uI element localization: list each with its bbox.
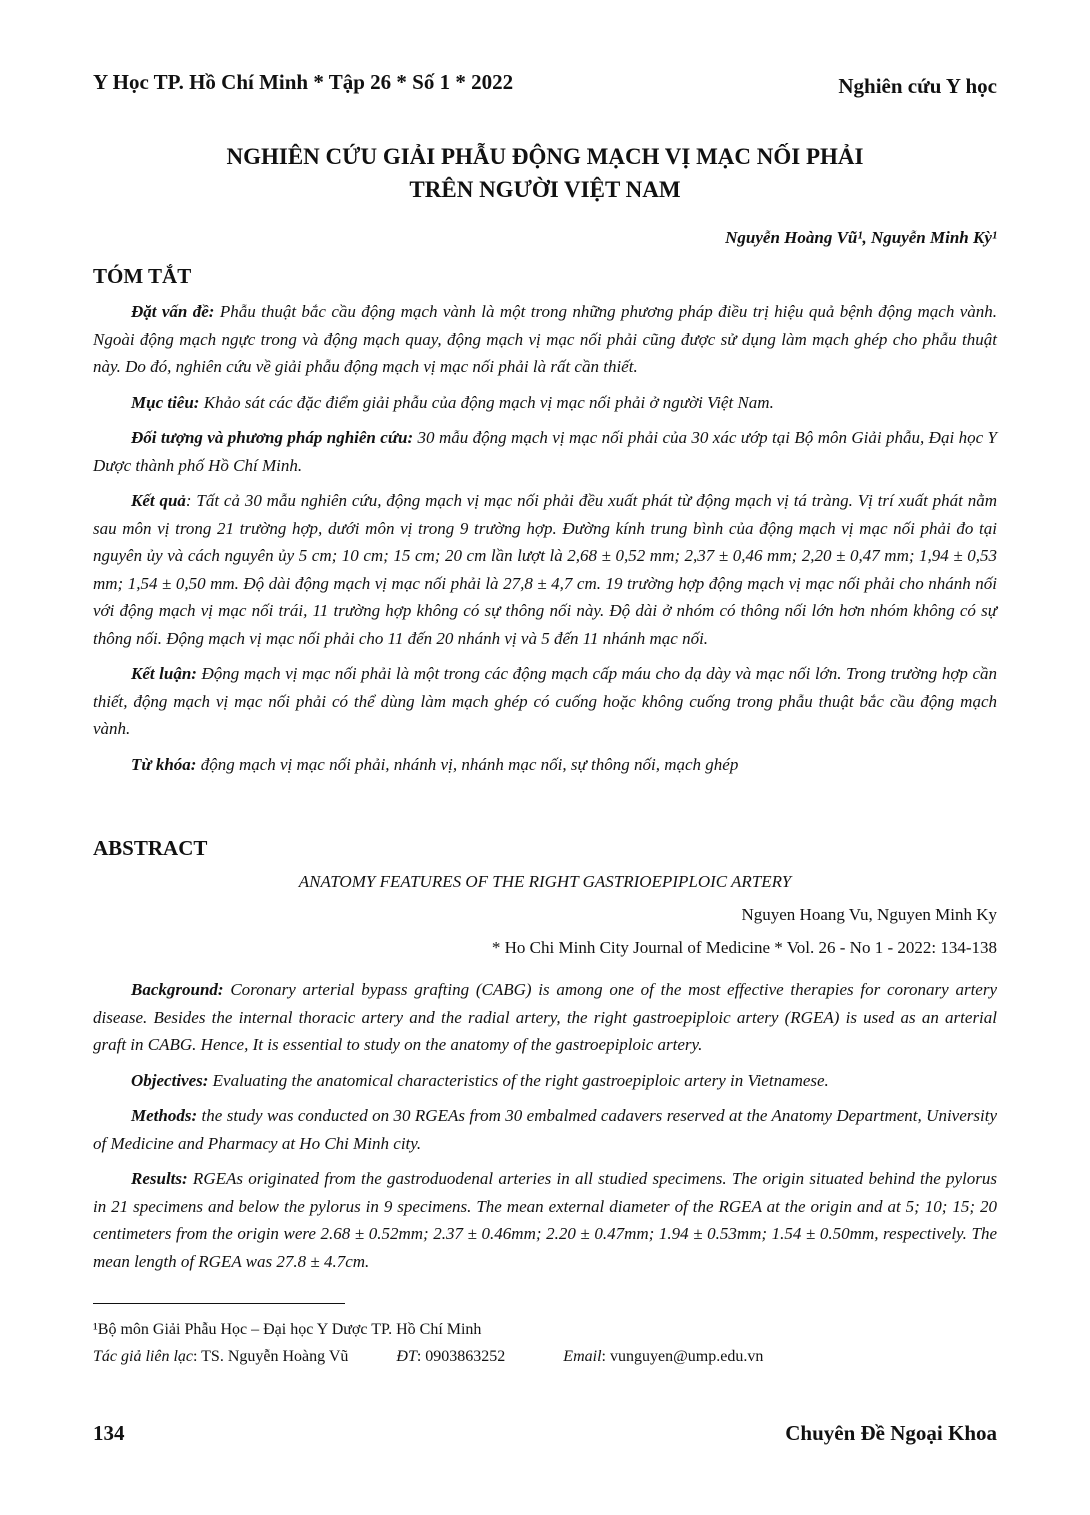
para-text: the study was conducted on 30 RGEAs from 30 embalmed cadavers reserved at the Anatomy Department, University of Medicine and Pharmacy at Ho Chi Minh city. xyxy=(93,1106,997,1153)
para-label: Từ khóa: xyxy=(131,754,197,774)
para-label: Background: xyxy=(131,980,224,999)
summary-heading: TÓM TẮT xyxy=(93,264,192,288)
footnote-affiliation: ¹Bộ môn Giải Phẫu Học – Đại học Y Dược TP. Hồ Chí Minh xyxy=(93,1321,482,1338)
para-label: Objectives: xyxy=(131,1070,209,1090)
phone-number: : 0903863252 xyxy=(416,1348,506,1365)
authors-vietnamese: Nguyễn Hoàng Vũ¹, Nguyễn Minh Kỳ¹ xyxy=(725,228,997,247)
para-text: động mạch vị mạc nối phải, nhánh vị, nhánh mạc nối, sự thông nối, mạch ghép xyxy=(196,754,739,774)
footnote-contact xyxy=(93,1348,763,1366)
section-header: Nghiên cứu Y học xyxy=(838,74,997,98)
abstract-title: ANATOMY FEATURES OF THE RIGHT GASTRIOEPIPLOIC ARTERY xyxy=(298,872,792,891)
para-text: RGEAs originated from the gastroduodenal arteries in all studied specimens. The origin situated behind the pylorus in 21 specimens and below the pylorus in 9 specimens. The mean external diameter of the RGEA at the origin and at 5; 10; 15; 20 centimeters from the origin were 2.68 ± 0.52mm; 2.37 ± 0.46mm; 2.20 ± 0.47mm; 1.94 ± 0.53mm; 1.54 ± 0.50mm, respectively. The mean length of RGEA was 27.8 ± 4.7cm. xyxy=(93,1169,997,1271)
summary-paragraph xyxy=(93,298,997,381)
abstract-paragraph xyxy=(93,976,997,1059)
para-label: Kết luận: xyxy=(131,664,197,683)
contact-label: Tác giả liên lạc xyxy=(93,1348,193,1365)
abstract-body xyxy=(93,976,997,1283)
citation: * Ho Chi Minh City Journal of Medicine * Vol. 26 - No 1 - 2022: 134-138 xyxy=(491,938,997,957)
para-label: Results: xyxy=(131,1169,188,1188)
para-text: Evaluating the anatomical characteristics of the right gastroepiploic artery in Vietnamese. xyxy=(208,1070,829,1090)
abstract-paragraph xyxy=(93,1165,997,1275)
para-text: Coronary arterial bypass grafting (CABG) is among one of the most effective therapies for coronary artery disease. Besides the internal thoracic artery and the radial artery, the right gastroepiploic artery (RGEA) is used as an arterial graft in CABG. Hence, It is essential to study on the anatomy of the gastroepiploic artery. xyxy=(93,980,997,1054)
para-text: : Tất cả 30 mẫu nghiên cứu, động mạch vị mạc nối phải đều xuất phát từ động mạch vị tá tràng. Vị trí xuất phát nằm sau môn vị trong 21 trường hợp, dưới môn vị trong 9 trường hợp. Đường kính trung bình của động mạch vị mạc nối phải đo tại nguyên ủy và cách nguyên ủy 5 cm; 10 cm; 15 cm; 20 cm lần lượt là 2,68 ± 0,52 mm; 2,37 ± 0,46 mm; 2,20 ± 0,47 mm; 1,94 ± 0,53 mm; 1,54 ± 0,50 mm. Độ dài động mạch vị mạc nối phải là 27,8 ± 4,7 cm. 19 trường hợp động mạch vị mạc nối phải cho nhánh nối với động mạch vị mạc nối trái, 11 trường hợp không có sự thông nối này. Độ dài ở nhóm có thông nối lớn hơn nhóm không có sự thông nối. Động mạch vị mạc nối phải cho 11 đến 20 nhánh vị và 5 đến 11 nhánh mạc nối. xyxy=(93,491,997,648)
summary-paragraph xyxy=(93,751,997,779)
phone-label: ĐT xyxy=(396,1348,417,1365)
title-line: TRÊN NGƯỜI VIỆT NAM xyxy=(409,177,681,202)
summary-paragraph xyxy=(93,487,997,652)
para-label: Methods: xyxy=(131,1106,198,1125)
para-label: Kết quả xyxy=(131,491,186,510)
summary-paragraph xyxy=(93,424,997,479)
para-label: Đặt vấn đề: xyxy=(131,302,215,321)
para-text: 30 mẫu động mạch vị mạc nối phải của 30 xác ướp tại Bộ môn Giải phẫu, Đại học Y Dược thành phố Hồ Chí Minh. xyxy=(93,428,997,475)
email-label: Email xyxy=(563,1348,602,1365)
footer-section: Chuyên Đề Ngoại Khoa xyxy=(785,1421,997,1445)
page-number: 134 xyxy=(93,1421,125,1445)
para-text: Động mạch vị mạc nối phải là một trong các động mạch cấp máu cho dạ dày và mạc nối lớn. Trong trường hợp cần thiết, động mạch vị mạc nối phải có thể dùng làm mạch ghép có cuống hoặc không cuống trong phẫu thuật bắc cầu động mạch vành. xyxy=(93,664,997,738)
journal-header: Y Học TP. Hồ Chí Minh * Tập 26 * Số 1 * 2022 xyxy=(93,70,514,94)
abstract-authors: Nguyen Hoang Vu, Nguyen Minh Ky xyxy=(741,905,997,924)
email-address: : vunguyen@ump.edu.vn xyxy=(601,1348,764,1365)
para-label: Mục tiêu: xyxy=(131,392,200,412)
summary-paragraph xyxy=(93,660,997,743)
abstract-paragraph xyxy=(93,1067,997,1095)
contact-name: : TS. Nguyễn Hoàng Vũ xyxy=(192,1348,349,1365)
para-label: Đối tượng và phương pháp nghiên cứu: xyxy=(131,428,414,447)
abstract-heading: ABSTRACT xyxy=(93,836,208,860)
summary-paragraph xyxy=(93,389,997,417)
footnote-divider xyxy=(93,1303,345,1304)
para-text: Phẫu thuật bắc cầu động mạch vành là một trong những phương pháp điều trị hiệu quả bệnh động mạch vành. Ngoài động mạch ngực trong và động mạch quay, động mạch vị mạc nối phải cũng được sử dụng làm mạch ghép cho phẫu thuật này. Do đó, nghiên cứu về giải phẫu động mạch vị mạc nối phải là rất cần thiết. xyxy=(93,302,997,376)
abstract-paragraph xyxy=(93,1102,997,1157)
para-text: Khảo sát các đặc điểm giải phẫu của động mạch vị mạc nối phải ở người Việt Nam. xyxy=(199,392,774,412)
summary-body xyxy=(93,298,997,786)
article-title xyxy=(93,140,997,206)
title-line: NGHIÊN CỨU GIẢI PHẪU ĐỘNG MẠCH VỊ MẠC NỐI PHẢI xyxy=(226,144,864,169)
